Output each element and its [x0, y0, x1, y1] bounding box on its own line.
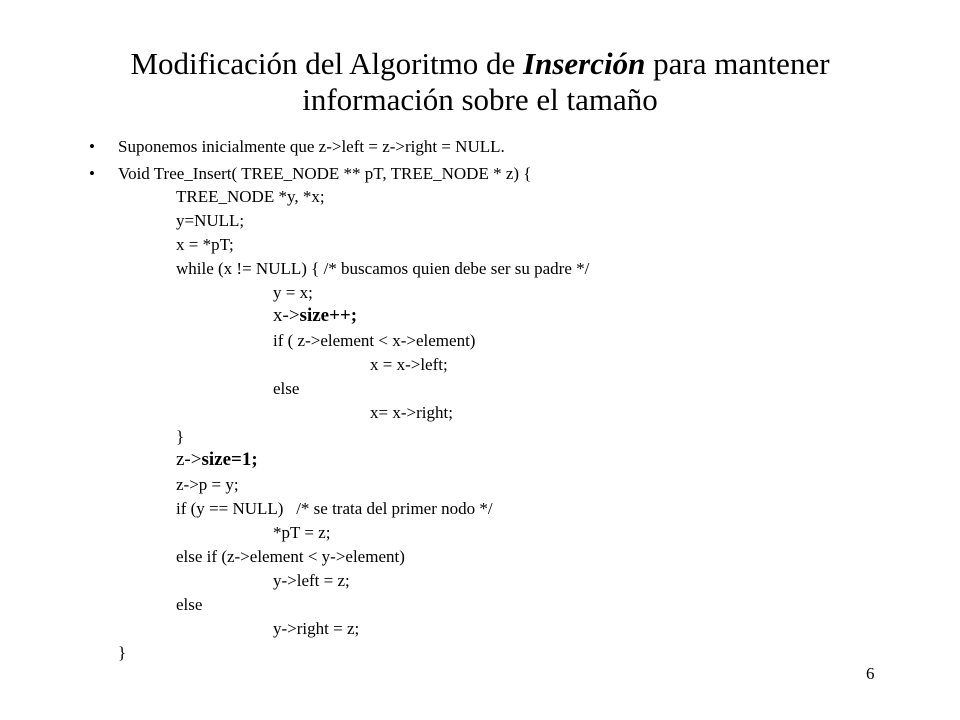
code-line-set-root: *pT = z; — [273, 523, 331, 542]
code-line-else-if: else if (z->element < y->element) — [176, 547, 405, 566]
bullet-assumption — [0, 135, 960, 159]
title-emphasis: Inserción — [523, 46, 646, 81]
code-line-size-increment — [273, 304, 357, 328]
code-line-assign-y: y = x; — [273, 283, 313, 302]
code-line-size-init — [176, 448, 258, 472]
code-line-set-right: y->right = z; — [273, 619, 360, 638]
code-line-go-right: x= x->right; — [370, 403, 453, 422]
title-line-2: información sobre el tamaño — [302, 82, 658, 117]
code-size-init-bold: size=1; — [201, 449, 258, 470]
code-line-go-left: x = x->left; — [370, 355, 448, 374]
code-line-declare: TREE_NODE *y, *x; — [176, 187, 325, 206]
code-line-close-function: } — [118, 643, 127, 662]
bullet-function-signature — [0, 162, 960, 186]
slide-title — [0, 46, 960, 118]
bullet-function-signature-text: Void Tree_Insert( TREE_NODE ** pT, TREE_NODE * z) { — [118, 164, 532, 183]
code-line-else-2: else — [176, 595, 203, 614]
code-line-while: while (x != NULL) { /* buscamos quien debe ser su padre */ — [176, 259, 590, 278]
title-text-end: para mantener — [645, 46, 830, 81]
code-line-if-null: if (y == NULL) /* se trata del primer nodo */ — [176, 499, 493, 518]
title-text-start: Modificación del Algoritmo de — [130, 46, 524, 81]
bullet-assumption-text: Suponemos inicialmente que z->left = z->right = NULL. — [118, 137, 505, 156]
code-line-else-1: else — [273, 379, 300, 398]
code-line-set-parent: z->p = y; — [176, 475, 239, 494]
page-number: 6 — [866, 664, 875, 683]
code-line-if-compare: if ( z->element < x->element) — [273, 331, 476, 350]
bullet-dot-icon: • — [89, 164, 95, 183]
code-size-init-prefix: z-> — [176, 449, 202, 470]
code-line-init-x: x = *pT; — [176, 235, 234, 254]
code-line-set-left: y->left = z; — [273, 571, 350, 590]
code-line-init-y: y=NULL; — [176, 211, 245, 230]
title-line-1 — [0, 46, 960, 82]
code-size-increment-bold: size++; — [299, 305, 358, 326]
code-line-close-while: } — [176, 427, 185, 446]
code-size-prefix: x-> — [273, 305, 300, 326]
bullet-dot-icon: • — [89, 137, 95, 156]
